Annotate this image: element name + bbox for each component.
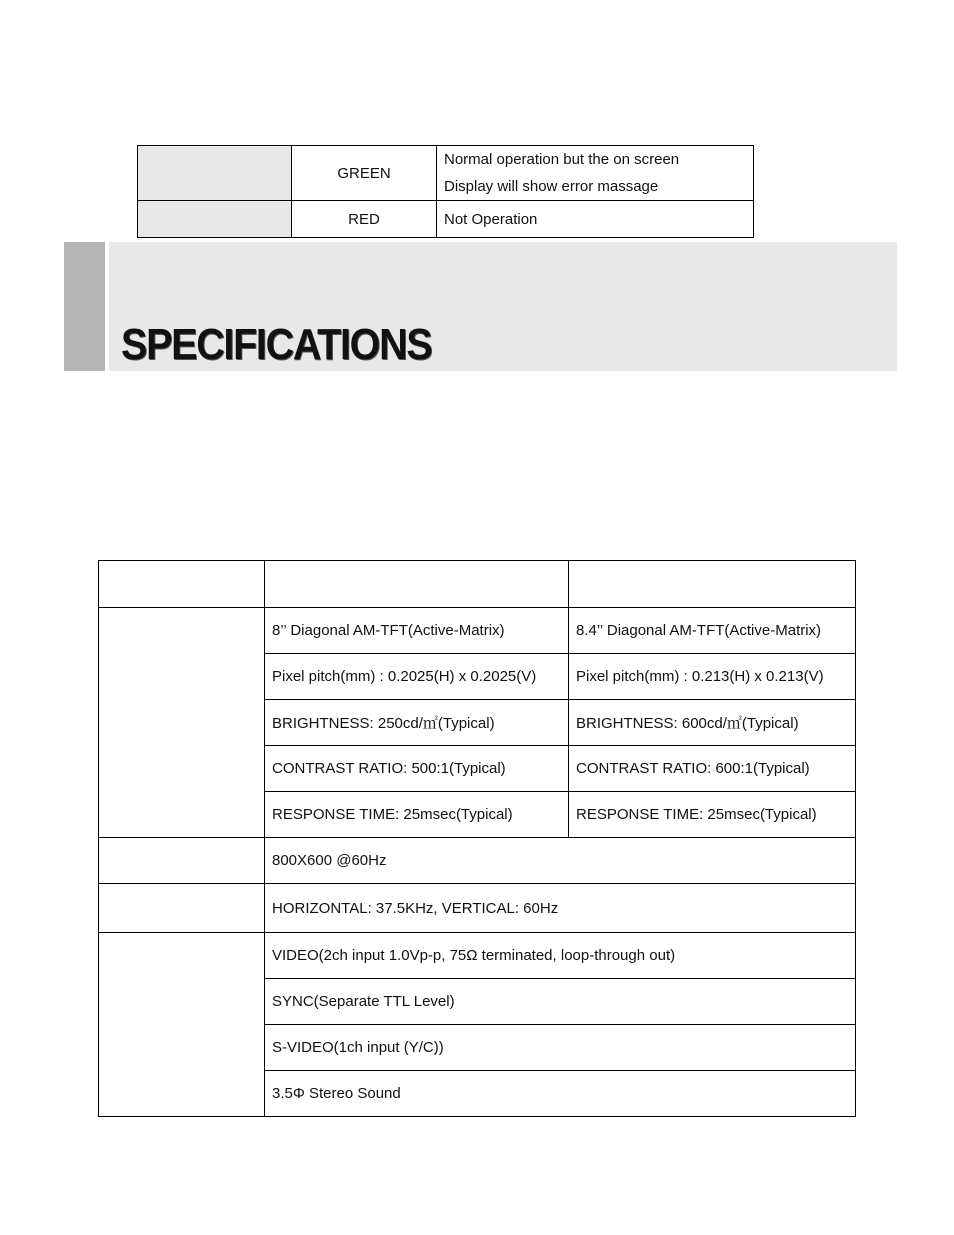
spec-cell: Pixel pitch(mm) : 0.2025(H) x 0.2025(V): [265, 654, 569, 700]
table-row: [99, 608, 856, 654]
spec-cell: Pixel pitch(mm) : 0.213(H) x 0.213(V): [569, 654, 856, 700]
spec-cell: BRIGHTNESS: 250cd/㎡(Typical): [265, 700, 569, 746]
description-line: Normal operation but the on screen: [444, 151, 680, 168]
section-heading-banner: [64, 242, 897, 371]
empty-cell: [99, 561, 265, 608]
empty-cell: [138, 146, 292, 201]
specifications-table: [98, 560, 856, 1117]
empty-label-cell: [99, 884, 265, 933]
table-row: [99, 933, 856, 979]
empty-cell: [265, 561, 569, 608]
spec-cell: CONTRAST RATIO: 600:1(Typical): [569, 746, 856, 792]
table-row: [138, 146, 754, 201]
empty-label-cell: [99, 608, 265, 838]
spec-cell: 800X600 @60Hz: [265, 838, 856, 884]
banner-accent-bar: [64, 242, 105, 371]
table-row: [99, 884, 856, 933]
spec-cell: CONTRAST RATIO: 500:1(Typical): [265, 746, 569, 792]
empty-cell: [569, 561, 856, 608]
table-row: [99, 838, 856, 884]
spec-cell: SYNC(Separate TTL Level): [265, 979, 856, 1025]
section-title: SPECIFICATIONS: [121, 320, 432, 369]
led-color-green: GREEN: [292, 146, 437, 201]
spec-cell: 8’’ Diagonal AM-TFT(Active-Matrix): [265, 608, 569, 654]
spec-cell: 3.5Φ Stereo Sound: [265, 1071, 856, 1117]
empty-cell: [138, 201, 292, 238]
empty-label-cell: [99, 933, 265, 1117]
spec-cell: RESPONSE TIME: 25msec(Typical): [265, 792, 569, 838]
spec-cell: S-VIDEO(1ch input (Y/C)): [265, 1025, 856, 1071]
spec-cell: VIDEO(2ch input 1.0Vp-p, 75Ω terminated, loop-through out): [265, 933, 856, 979]
spec-cell: 8.4’’ Diagonal AM-TFT(Active-Matrix): [569, 608, 856, 654]
spec-cell: HORIZONTAL: 37.5KHz, VERTICAL: 60Hz: [265, 884, 856, 933]
led-status-table: [137, 145, 754, 238]
table-row: [138, 201, 754, 238]
table-header-row: [99, 561, 856, 608]
spec-cell: RESPONSE TIME: 25msec(Typical): [569, 792, 856, 838]
empty-label-cell: [99, 838, 265, 884]
description-line: Display will show error massage: [444, 178, 659, 195]
led-description: Not Operation: [437, 201, 754, 238]
led-description: [437, 146, 754, 201]
led-color-red: RED: [292, 201, 437, 238]
spec-cell: BRIGHTNESS: 600cd/㎡(Typical): [569, 700, 856, 746]
